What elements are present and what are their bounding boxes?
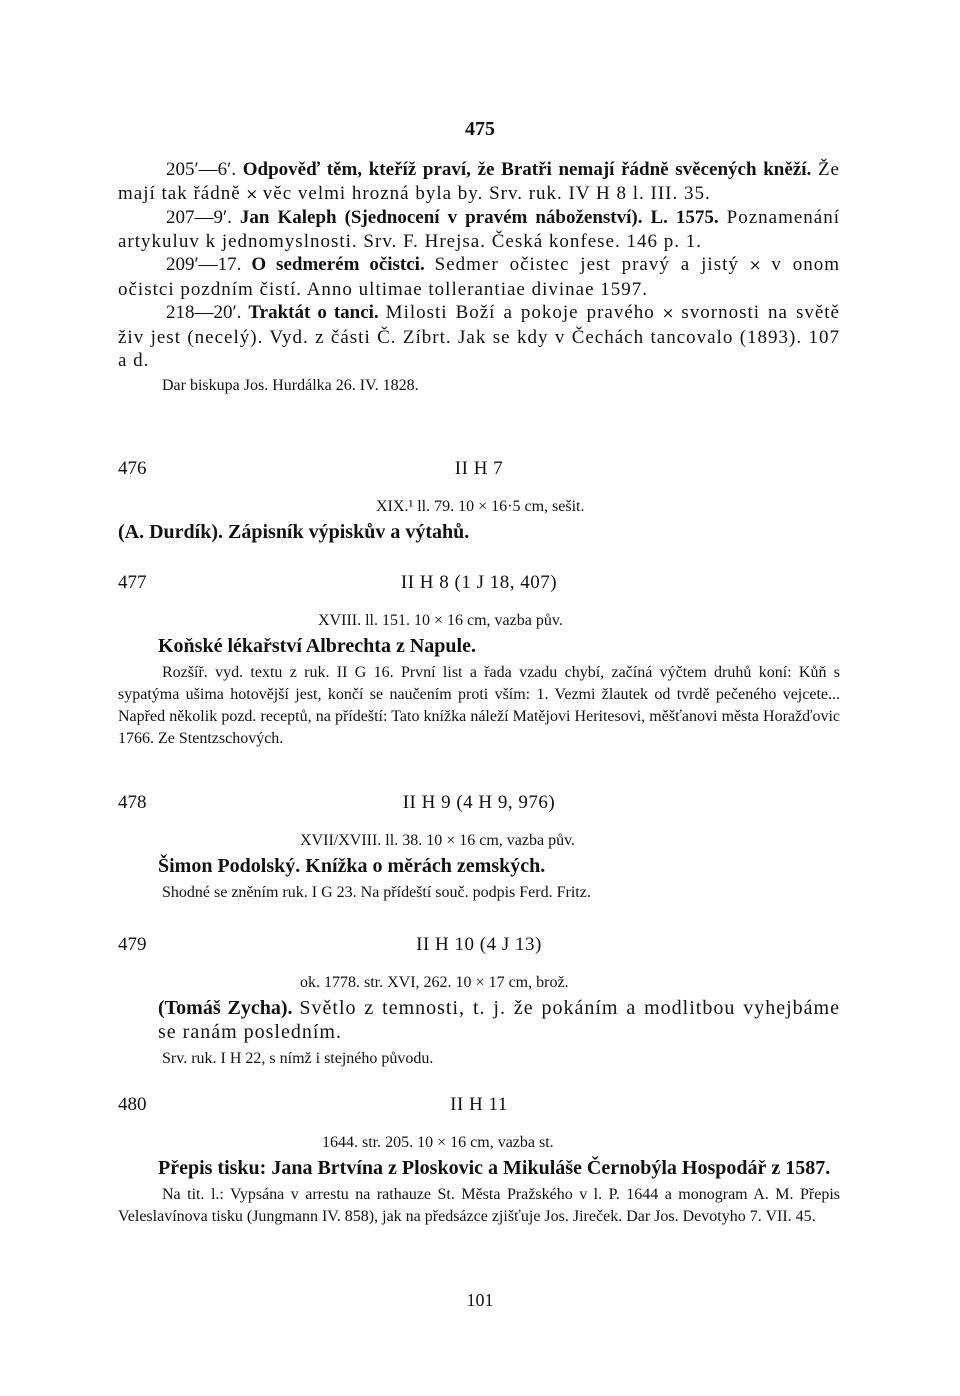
section-text: Sedmer očistec jest pravý a jistý: [434, 254, 739, 275]
omission-mark-icon: ×: [245, 184, 259, 203]
entry-title: [118, 996, 840, 1044]
omission-mark-icon: ×: [661, 304, 675, 322]
folio-range: 218—20′.: [166, 302, 242, 323]
folio-number: 101: [466, 1290, 494, 1310]
section-text: Milosti Boží a pokoje pravého: [385, 302, 655, 323]
physical-description: XVIII. ll. 151. 10 × 16 cm, vazba pův.: [318, 612, 563, 629]
shelfmark: II H 10 (4 J 13): [416, 934, 542, 955]
folio-range: 205′—6′.: [166, 159, 237, 180]
entry-title: Šimon Podolský. Knížka o měrách zemských.: [158, 855, 546, 877]
entry-header: [118, 458, 840, 484]
physical-description: 1644. str. 205. 10 × 16 cm, vazba st.: [322, 1134, 554, 1151]
folio-range: 207—9′.: [166, 207, 232, 228]
continuation-block: [118, 158, 840, 397]
section-title: Traktát o tanci.: [248, 302, 379, 323]
entry-note: Rozšíř. vyd. textu z ruk. II G 16. První list a řada vzadu chybí, začíná výčtem druhů koní: Kůň s sypatýma ušima hotovější jest, končí se naučením proti vším: 1. Vezmi žlautek od tvrdě pečeného vejcete... Napřed několik pozd. receptů, na přídeští: Tato knížka náleží Matějovi Heritesovi, měšťanovi města Horažďovic 1766. Ze Stentzschových.: [118, 664, 840, 747]
entry-number: 476: [118, 458, 147, 479]
catalog-entry-477: [118, 572, 840, 750]
entry-title: (A. Durdík). Zápisník výpiskův a výtahů.: [118, 521, 470, 543]
physical-description: XIX.¹ ll. 79. 10 × 16·5 cm, sešit.: [376, 498, 585, 515]
entry-title-author: (Tomáš Zycha).: [158, 997, 293, 1019]
entry-number: 477: [118, 572, 147, 593]
section-text: svornosti na světě živ jest (necelý). Vyd. z části Č. Zíbrt. Jak se kdy v Čechách tancovalo (1893). 107 a d.: [118, 302, 840, 371]
folio-range: 209′—17.: [166, 254, 242, 275]
section-title: Odpověď těm, kteříž praví, že Bratři nemají řádně svěcených kněží.: [242, 159, 812, 180]
physical-description: XVII/XVIII. ll. 38. 10 × 16 cm, vazba pův.: [300, 832, 576, 849]
page-number: 475: [465, 118, 495, 140]
section-text: Poznamenání artykuluv k jednomyslnosti. Srv. F. Hrejsa. Česká konfese. 146 p. 1.: [118, 207, 840, 252]
continuation-paragraph-3: [118, 253, 840, 301]
shelfmark: II H 11: [450, 1094, 508, 1115]
entry-header: [118, 572, 840, 598]
continuation-paragraph-4: [118, 301, 840, 373]
entry-note: Na tit. l.: Vypsána v arrestu na rathauze St. Města Pražského v l. P. 1644 a monogram A. M. Přepis Veleslavínova tisku (Jungmann IV. 858), jak na předsázce zjišťuje Jos. Jireček. Dar Jos. Devotyho 7. VII. 45.: [118, 1186, 840, 1225]
shelfmark: II H 8 (1 J 18, 407): [400, 572, 558, 593]
section-title: O sedmerém očistci.: [251, 254, 425, 275]
catalog-entry-476: [118, 458, 840, 548]
catalog-entry-480: [118, 1094, 840, 1228]
entry-header: [118, 792, 840, 818]
entry-header: [118, 934, 840, 960]
entry-title: Koňské lékařství Albrechta z Napule.: [158, 635, 476, 657]
omission-mark-icon: ×: [748, 256, 762, 274]
section-text: v onom očistci pozdním čistí. Anno ultimae tollerantiae divinae 1597.: [118, 254, 841, 300]
catalog-entry-478: [118, 792, 840, 904]
physical-description: ok. 1778. str. XVI, 262. 10 × 17 cm, brož.: [300, 974, 569, 991]
section-text: Že mají tak řádně: [118, 159, 840, 204]
entry-title-text: Světlo z temnosti, t. j. že pokáním a modlitbou vyhejbáme se ranám posledním.: [158, 997, 840, 1043]
entry-number: 480: [118, 1094, 147, 1115]
entry-title: Přepis tisku: Jana Brtvína z Ploskovic a Mikuláše Černobýla Hospodář z 1587.: [158, 1157, 831, 1179]
entry-note: Srv. ruk. I H 22, s nímž i stejného původu.: [162, 1050, 434, 1067]
section-title: Jan Kaleph (Sjednocení v pravém náboženství). L. 1575.: [239, 207, 719, 228]
continuation-paragraph-2: [118, 206, 840, 253]
provenance-note: Dar biskupa Jos. Hurdálka 26. IV. 1828.: [162, 376, 419, 394]
continuation-paragraph-1: [118, 158, 840, 206]
entry-note: Shodné se zněním ruk. I G 23. Na přídeští souč. podpis Ferd. Fritz.: [162, 884, 591, 901]
entry-number: 479: [118, 934, 147, 955]
shelfmark: II H 9 (4 H 9, 976): [402, 792, 556, 813]
shelfmark: II H 7: [454, 458, 504, 479]
entry-header: [118, 1094, 840, 1120]
section-text: věc velmi hrozná byla by. Srv. ruk. IV H 8 l. III. 35.: [262, 182, 711, 204]
catalog-entry-479: [118, 934, 840, 1070]
entry-number: 478: [118, 792, 147, 813]
